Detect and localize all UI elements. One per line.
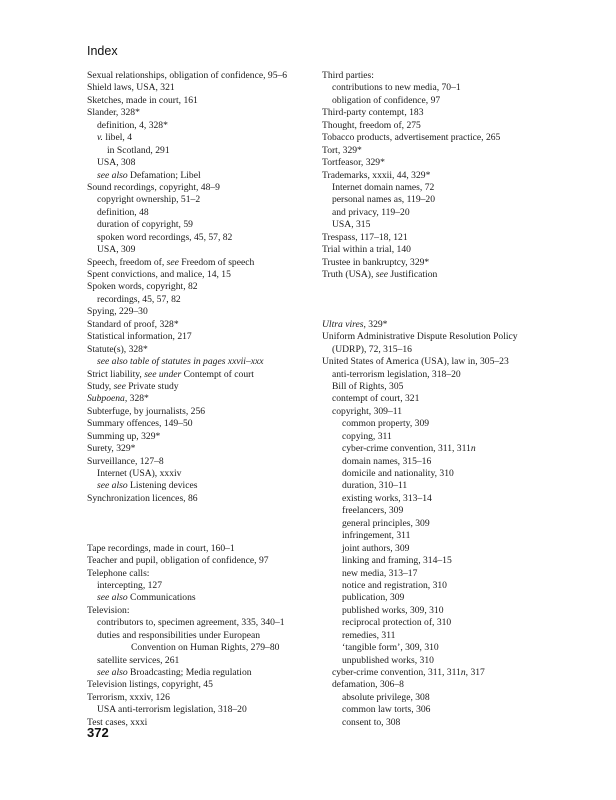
entry-text: Telephone calls: [87,567,150,579]
entry-text: Teacher and pupil, obligation of confidence, 97 [87,555,269,567]
index-subentry [87,207,315,219]
index-entry [322,145,550,157]
entry-text: infringement, 311 [342,530,411,542]
entry-text: Terrorism, xxxiv, 126 [87,691,170,703]
index-entry [322,319,550,331]
entry-text: Sketches, made in court, 161 [87,94,198,106]
index-subentry [322,704,550,716]
index-entry [322,70,550,82]
index-entry [87,381,315,393]
entry-text: publication, 309 [342,592,405,604]
index-entry [87,443,315,455]
entry-text-italic: see [375,269,389,280]
letter-group-gap [87,505,315,517]
index-entry [87,431,315,443]
index-entry [87,107,315,119]
index-subentry [322,655,550,667]
index-subentry [322,642,550,654]
index-subentry [322,418,550,430]
entry-text: Broadcasting; Media regulation [127,667,252,678]
index-subentry [87,480,315,492]
entry-text-italic: see also [97,592,128,604]
index-subentry [322,369,550,381]
index-subentry [87,356,315,368]
index-subentry [87,655,315,667]
index-subentry [87,468,315,480]
entry-text: notice and registration, 310 [342,579,447,591]
index-entry [87,393,315,405]
entry-text: Third-party contempt, 183 [322,107,424,119]
entry-text: libel, 4 [102,132,132,144]
entry-text: United States of America (USA), law in, 305–23 [322,356,509,368]
entry-text: Tape recordings, made in court, 160–1 [87,542,235,554]
index-subentry [322,555,550,567]
index-subentry [322,443,550,455]
page-number: 372 [87,725,109,740]
index-subentry [87,157,315,169]
entry-text: Internet (USA), xxxiv [97,468,182,479]
entry-text-italic: see also table of statutes in pages xxvii–xxx [97,356,264,368]
entry-text: Test cases, xxxi [87,716,148,728]
entry-text: Spent convictions, and malice, 14, 15 [87,269,231,280]
entry-text: published works, 309, 310 [342,604,444,616]
index-subentry [322,182,550,194]
index-subentry [322,530,550,542]
entry-text: Trustee in bankruptcy, 329* [322,256,430,268]
index-subentry [322,194,550,206]
entry-text: consent to, 308 [342,716,401,728]
letter-group-gap [322,294,550,306]
entry-text: , 328* [124,393,149,405]
entry-text: USA, 315 [332,219,371,231]
index-entry [87,319,315,331]
entry-text: Statistical information, 217 [87,331,192,343]
entry-text: linking and framing, 314–15 [342,555,452,567]
entry-text: Freedom of speech [178,256,255,268]
entry-text: contributions to new media, 70–1 [332,82,461,94]
entry-text: duration, 310–11 [342,480,408,492]
index-entry [322,269,550,281]
entry-text-italic: Ultra vires [322,318,364,330]
entry-text: copyright, 309–11 [332,405,402,417]
index-subentry [87,294,315,306]
entry-text: Third parties: [322,70,374,81]
index-subentry [87,617,315,629]
index-subentry [322,480,550,492]
entry-text: contempt of court, 321 [332,393,420,405]
index-entry [87,493,315,505]
entry-text: Television: [87,604,130,616]
entry-text: Tort, 329* [322,144,362,156]
index-subentry [322,219,550,231]
entry-text: absolute privilege, 308 [342,691,430,703]
index-subentry [87,630,315,642]
entry-text: general principles, 309 [342,517,430,529]
entry-text-italic: v. [97,132,103,144]
index-entry [322,232,550,244]
entry-text: Trial within a trial, 140 [322,244,411,256]
entry-text: freelancers, 309 [342,505,404,517]
entry-text: copying, 311 [342,430,392,442]
entry-text: duties and responsibilities under European [97,629,261,641]
entry-text: remedies, 311 [342,629,396,641]
index-entry [87,269,315,281]
entry-text-italic: see under [144,368,182,380]
entry-text-italic: see [113,380,126,392]
entry-text: Truth (USA), [322,269,376,280]
index-entry [322,157,550,169]
entry-text: Summary offences, 149–50 [87,418,193,430]
index-subentry [322,82,550,94]
index-subentry [87,232,315,244]
entry-text: , 317 [465,667,485,678]
index-subentry [322,207,550,219]
entry-text: anti-terrorism legislation, 318–20 [332,368,461,380]
entry-text: spoken word recordings, 45, 57, 82 [97,231,233,243]
entry-text: Surety, 329* [87,443,136,455]
index-subentry [322,543,550,555]
index-entry [87,605,315,617]
entry-text-italic: see also [97,667,128,678]
entry-text: Listening devices [127,480,198,492]
entry-text: intercepting, 127 [97,579,163,591]
entry-text: satellite services, 261 [97,654,180,666]
entry-text: obligation of confidence, 97 [332,94,441,106]
index-subentry [87,120,315,132]
index-subentry [87,170,315,182]
index-subentry [87,704,315,716]
entry-text: Subterfuge, by journalists, 256 [87,405,206,417]
entry-text: reciprocal protection of, 310 [342,617,452,629]
entry-text: unpublished works, 310 [342,654,434,666]
index-subentry [322,493,550,505]
index-subentry [322,630,550,642]
letter-group-gap [87,530,315,542]
index-subentry [87,244,315,256]
index-subentry [322,95,550,107]
entry-text: Bill of Rights, 305 [332,380,404,392]
entry-text: joint authors, 309 [342,542,410,554]
index-column-right [322,70,550,729]
entry-text: cyber-crime convention, 311, 311 [332,667,461,678]
index-entry [87,344,315,356]
index-entry [87,70,315,82]
index-subentry [322,617,550,629]
entry-text: domain names, 315–16 [342,455,432,467]
entry-text: new media, 313–17 [342,567,418,579]
entry-text: personal names as, 119–20 [332,194,436,206]
entry-text: recordings, 45, 57, 82 [97,293,181,305]
entry-text: Television listings, copyright, 45 [87,679,213,691]
entry-text: existing works, 313–14 [342,492,432,504]
index-entry [322,120,550,132]
index-subentry [322,568,550,580]
index-subentry [87,219,315,231]
entry-text: Tobacco products, advertisement practice, 265 [322,132,501,144]
entry-text: USA anti-terrorism legislation, 318–20 [97,704,247,716]
index-entry [87,95,315,107]
entry-text: cyber-crime convention, 311, 311 [342,443,471,455]
entry-text: Standard of proof, 328* [87,318,179,330]
entry-text: Contempt of court [181,368,254,380]
index-subentry [322,580,550,592]
entry-text: and privacy, 119–20 [332,206,410,218]
letter-group-gap [87,518,315,530]
index-entry [87,257,315,269]
index-entry [322,331,550,343]
index-subentry [87,132,315,144]
entry-text: Thought, freedom of, 275 [322,119,421,131]
index-subentry [322,431,550,443]
index-subentry [87,592,315,604]
entry-text: Spying, 229–30 [87,306,148,318]
index-entry [87,331,315,343]
entry-text: Study, [87,380,114,392]
entry-text: domicile and nationality, 310 [342,468,454,479]
entry-text: duration of copyright, 59 [97,219,193,231]
index-subentry [87,194,315,206]
letter-group-gap [322,306,550,318]
entry-text: USA, 309 [97,244,136,256]
index-subentry [87,580,315,592]
index-subentry [322,679,550,691]
entry-text: Strict liability, [87,368,145,380]
entry-text: USA, 308 [97,157,136,169]
entry-text: Summing up, 329* [87,430,161,442]
index-subentry [322,592,550,604]
index-column-left [87,70,315,729]
entry-text: Sound recordings, copyright, 48–9 [87,181,220,193]
index-entry [322,170,550,182]
index-subentry [322,468,550,480]
index-entry [87,543,315,555]
index-entry [87,679,315,691]
index-entry [87,717,315,729]
entry-text: , 329* [363,318,388,330]
index-entry [322,132,550,144]
entry-text: Spoken words, copyright, 82 [87,281,198,293]
index-subentry [322,381,550,393]
entry-text-italic: see also [97,480,128,492]
entry-text: Private study [125,380,179,392]
entry-text-italic: see [166,256,179,268]
entry-text: Justification [388,269,438,280]
entry-text: Uniform Administrative Dispute Resolution Policy [322,331,518,343]
entry-text: Trademarks, xxxii, 44, 329* [322,169,431,181]
entry-text: Communications [127,592,196,604]
entry-text: Statute(s), 328* [87,343,148,355]
entry-text: Sexual relationships, obligation of confidence, 95–6 [87,70,288,81]
index-subentry [87,145,315,157]
index-entry [87,692,315,704]
index-subentry [322,393,550,405]
index-entry [87,418,315,430]
letter-group-gap [322,281,550,293]
entry-text: Slander, 328* [87,107,140,119]
entry-text-italic: see also [97,169,128,181]
entry-text-italic: n [470,443,476,455]
index-entry [322,356,550,368]
entry-text: defamation, 306–8 [332,679,404,691]
entry-text: Speech, freedom of, [87,256,167,268]
running-head: Index [87,44,118,58]
index-entry [87,182,315,194]
entry-text: definition, 4, 328* [97,119,168,131]
entry-text: ‘tangible form’, 309, 310 [342,642,439,654]
entry-text-italic: n [460,667,466,678]
index-subentry [322,692,550,704]
entry-text: contributors to, specimen agreement, 335, 340–1 [97,617,285,629]
index-subentry [322,667,550,679]
entry-text-italic: Subpoena [87,393,125,405]
index-subentry [322,456,550,468]
index-subentry [322,717,550,729]
index-subentry [322,505,550,517]
index-entry [87,568,315,580]
index-entry [322,107,550,119]
index-subentry [322,406,550,418]
index-subentry [87,642,315,654]
entry-text: common law torts, 306 [342,704,431,716]
entry-text: Trespass, 117–18, 121 [322,231,408,243]
index-subentry [322,344,550,356]
entry-text: copyright ownership, 51–2 [97,194,201,206]
index-entry [322,257,550,269]
index-entry [87,456,315,468]
index-entry [87,555,315,567]
entry-text: Surveillance, 127–8 [87,455,164,467]
entry-text: Convention on Human Rights, 279–80 [131,642,280,654]
index-subentry [322,605,550,617]
entry-text: Shield laws, USA, 321 [87,82,175,94]
entry-text: in Scotland, 291 [107,144,170,156]
index-entry [87,369,315,381]
index-entry [87,406,315,418]
entry-text: Tortfeasor, 329* [322,157,385,169]
index-entry [87,82,315,94]
index-subentry [322,518,550,530]
entry-text: Internet domain names, 72 [332,181,435,193]
entry-text: definition, 48 [97,206,149,218]
entry-text: Defamation; Libel [127,169,201,181]
index-entry [322,244,550,256]
entry-text: Synchronization licences, 86 [87,492,198,504]
index-subentry [87,667,315,679]
entry-text: (UDRP), 72, 315–16 [332,343,412,355]
index-entry [87,306,315,318]
index-entry [87,281,315,293]
entry-text: common property, 309 [342,418,430,430]
